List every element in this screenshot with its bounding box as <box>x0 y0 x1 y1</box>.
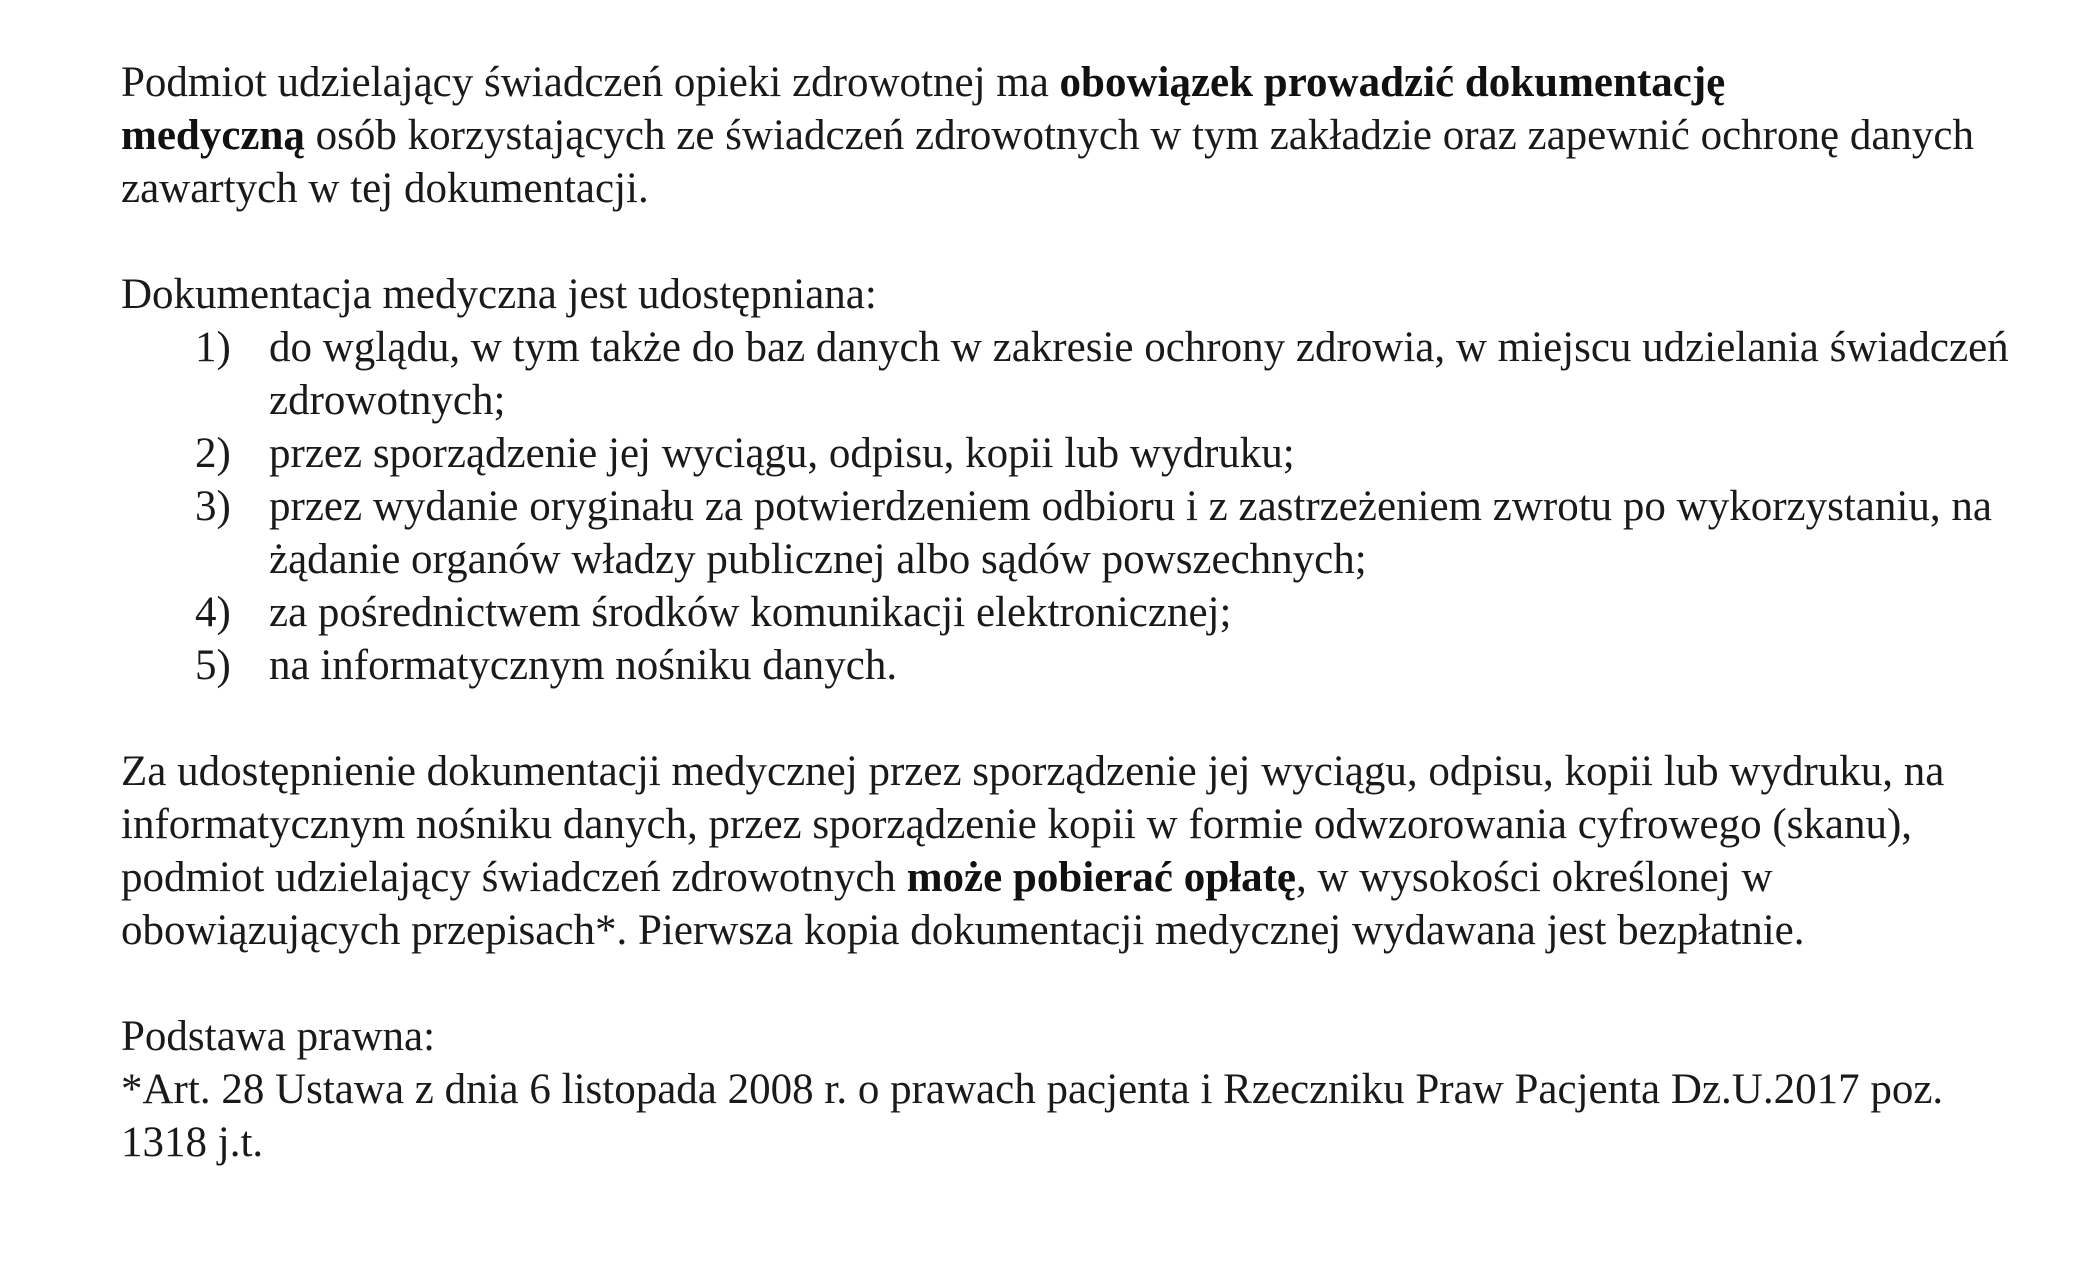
list-item-text: przez sporządzenie jej wyciągu, odpisu, kopii lub wydruku; <box>269 430 1295 477</box>
list-number: 5) <box>195 642 231 689</box>
list-item <box>121 480 2021 586</box>
list-number: 3) <box>195 483 231 530</box>
paragraph-documentation-duty <box>121 56 2021 215</box>
list-number: 1) <box>195 324 231 371</box>
list-item <box>121 586 2021 639</box>
paragraph-text: , w wysokości określonej w obowiązujących przepisach*. Pierwsza kopia dokumentacji medycznej wydawana jest bezpłatnie. <box>121 854 1805 954</box>
list-number: 4) <box>195 589 231 636</box>
paragraph-text: osób korzystających ze świadczeń zdrowotnych w tym zakładzie oraz zapewnić ochronę danych zawartych w tej dokumentacji. <box>121 112 1975 212</box>
paragraph-fees <box>121 745 2021 957</box>
list-item-text: za pośrednictwem środków komunikacji elektronicznej; <box>269 589 1232 636</box>
list-item <box>121 639 2021 692</box>
list-number: 2) <box>195 430 231 477</box>
document-page <box>121 56 2021 1169</box>
access-methods-list <box>121 321 2021 692</box>
bold-phrase: może pobierać opłatę <box>906 854 1296 901</box>
list-item <box>121 427 2021 480</box>
list-item-text: na informatycznym nośniku danych. <box>269 642 898 689</box>
list-item-text: przez wydanie oryginału za potwierdzeniem odbioru i z zastrzeżeniem zwrotu po wykorzystaniu, na żądanie organów władzy publicznej albo sądów powszechnych; <box>269 483 1992 583</box>
bold-phrase: obowiązek prowadzić dokumentację <box>1059 59 1726 106</box>
list-intro: Dokumentacja medyczna jest udostępniana: <box>121 271 877 318</box>
spacer <box>121 215 2021 268</box>
list-item-text: do wglądu, w tym także do baz danych w zakresie ochrony zdrowia, w miejscu udzielania świadczeń zdrowotnych; <box>269 324 2009 424</box>
legal-basis-label: Podstawa prawna: <box>121 1013 436 1060</box>
spacer <box>121 692 2021 745</box>
bold-phrase: medyczną <box>121 112 305 159</box>
legal-basis-text: *Art. 28 Ustawa z dnia 6 listopada 2008 r. o prawach pacjenta i Rzeczniku Praw Pacjenta Dz.U.2017 poz. 1318 j.t. <box>121 1066 1944 1166</box>
list-item <box>121 321 2021 427</box>
paragraph-text: Podmiot udzielający świadczeń opieki zdrowotnej ma <box>121 59 1060 106</box>
spacer <box>121 957 2021 1010</box>
paragraph-text: Za udostępnienie dokumentacji medycznej przez sporządzenie jej wyciągu, odpisu, kopii lub wydruku, na informatycznym nośniku danych, przez sporządzenie kopii w formie odwzorowania cyfrowego (skanu), podmiot udzielający świadczeń zdrowotnych <box>121 748 1945 901</box>
